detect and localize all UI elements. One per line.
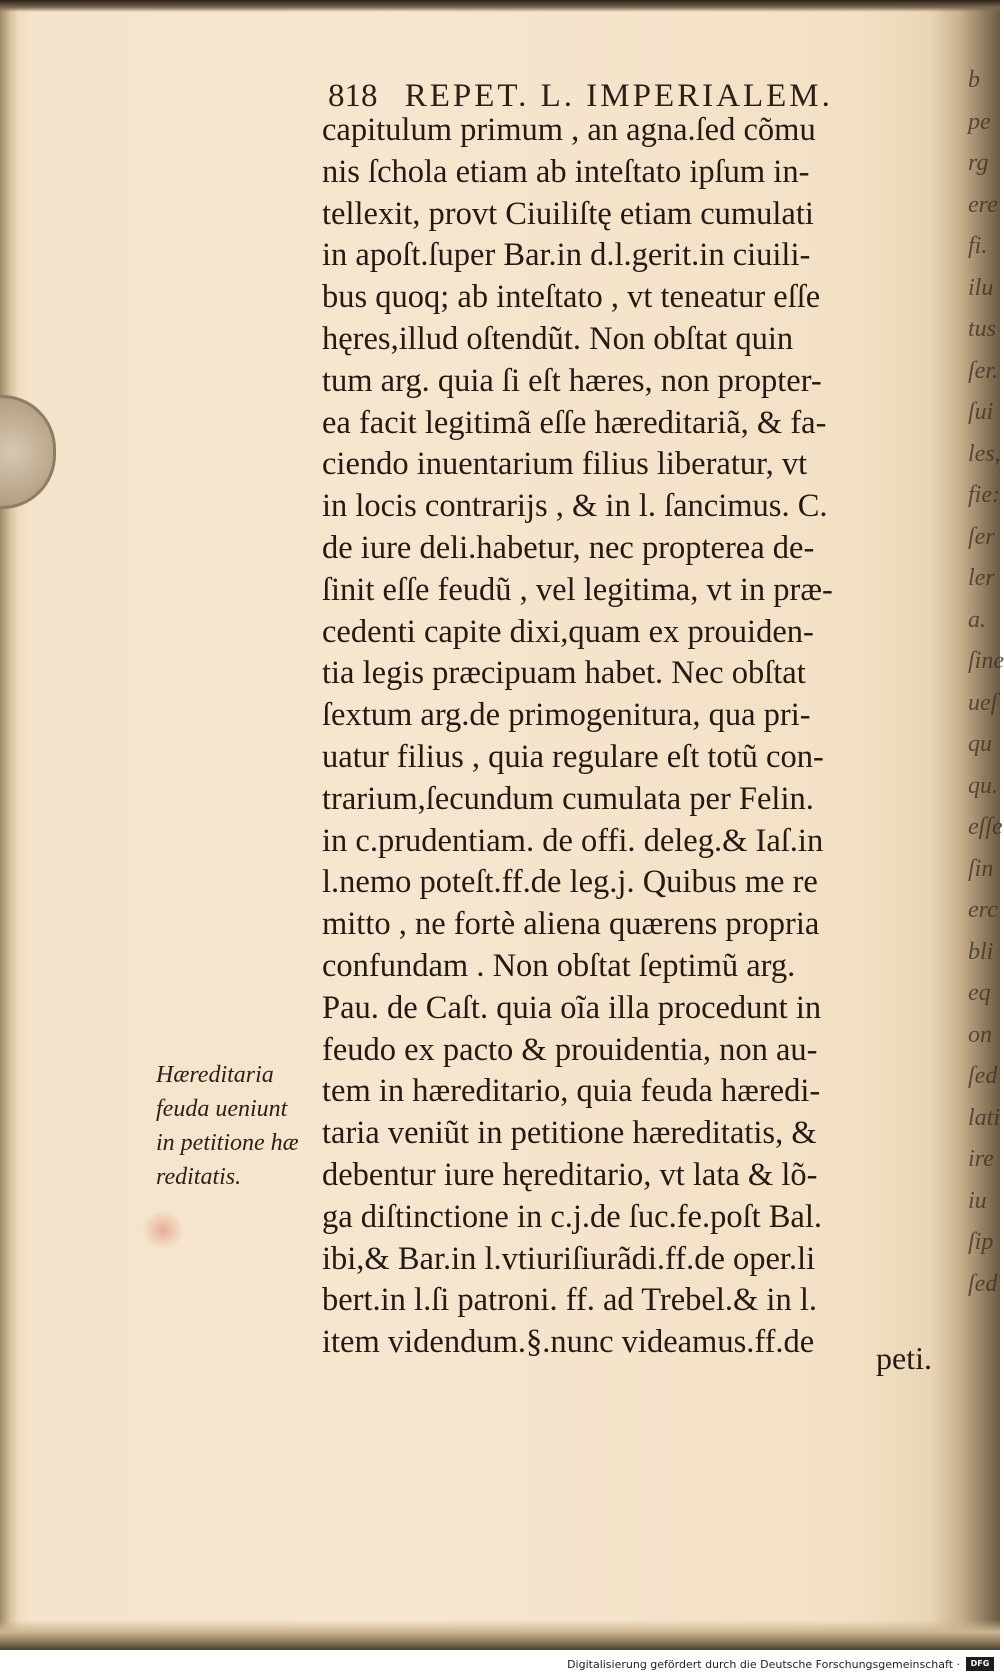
text-line: ga diſtinctione in c.j.de ſuc.fe.poſt Bal. (322, 1198, 823, 1235)
footer-credit: Digitalisierung gefördert durch die Deutsche Forschungsgemeinschaft · (567, 1658, 960, 1671)
bleed-through-fragment: ler (968, 565, 995, 591)
text-line: hęres,illud oſtendũt. Non obſtat quin (322, 320, 794, 357)
text-line: tia legis præcipuam habet. Nec obſtat (322, 655, 806, 692)
text-line: tem in hæreditario, quia feuda hæredi- (322, 1073, 821, 1110)
text-line: confundam . Non obſtat ſeptimũ arg. (322, 947, 796, 984)
marginal-note-line: in petitione hæ (156, 1130, 299, 1156)
bleed-through-fragment: tus (968, 316, 997, 342)
text-line: cedenti capite dixi,quam ex prouiden- (322, 613, 814, 650)
text-line: mitto , ne fortè aliena quærens propria (322, 906, 820, 943)
ink-stain (142, 1210, 184, 1250)
bleed-through-fragment: a. (968, 606, 986, 633)
marginal-note (156, 1058, 326, 1194)
bleed-through-fragment: erc (968, 897, 998, 923)
text-line: de iure deli.habetur, nec propterea de- (322, 529, 815, 566)
bleed-through-fragment: qu (968, 731, 992, 757)
bleed-through-fragment: ere (968, 191, 998, 218)
running-head-title: REPET. L. IMPERIALEM. (404, 78, 833, 114)
text-line: nis ſchola etiam ab inteſtato ipſum in- (322, 153, 810, 190)
bleed-through-fragment: lati (968, 1104, 1001, 1131)
text-line: capitulum primum , an agna.ſed cõmu (322, 112, 816, 148)
text-line: tellexit, provt Ciuiliſtę etiam cumulati (322, 195, 814, 232)
text-line: bus quoq; ab inteſtato , vt teneatur eſſe (322, 279, 821, 316)
bleed-through-fragment: ueſ (968, 689, 998, 716)
text-line: uatur filius , quia regulare eſt totũ con- (322, 738, 824, 775)
bleed-through-fragment: eq (968, 980, 991, 1006)
text-line: bert.in l.ſi patroni. ff. ad Trebel.& in l. (322, 1282, 817, 1319)
text-line: Pau. de Caſt. quia oĩa illa procedunt in (322, 989, 822, 1026)
text-line: feudo ex pacto & prouidentia, non au- (322, 1031, 818, 1068)
text-line: ſinit eſſe feudũ , vel legitima, vt in præ- (322, 571, 833, 608)
text-line: tum arg. quia ſi eſt hæres, non propter- (322, 362, 822, 399)
bleed-through-fragment: fie: (968, 482, 1000, 508)
bleed-through-fragment: ilu (968, 274, 994, 301)
bleed-through-fragment: eſſe (968, 814, 1003, 840)
text-line: ibi,& Bar.in l.vtiuriſiurãdi.ff.de oper.li (322, 1240, 816, 1277)
catchword: peti. (876, 1340, 932, 1376)
footer-bar (0, 1650, 1000, 1679)
bleed-through-fragment: ſer (968, 523, 995, 550)
bleed-through-fragment: les, (968, 440, 1001, 467)
text-line: item videndum.§.nunc videamus.ff.de (322, 1324, 815, 1361)
bleed-through-fragment: ſine (968, 648, 1004, 674)
bleed-through-fragment: qu. (968, 772, 998, 799)
text-line: in apoſt.ſuper Bar.in d.l.gerit.in ciuili- (322, 237, 811, 274)
bleed-through-fragment: ſip (968, 1229, 994, 1255)
bleed-through-fragment: ſed (968, 1063, 998, 1089)
bleed-through-fragment: ire (968, 1146, 994, 1172)
marginal-note-line: feuda ueniunt (156, 1096, 288, 1122)
text-line: in locis contrarijs , & in l. ſancimus. C. (322, 488, 828, 525)
bleed-through-fragment: ſer. (968, 357, 998, 384)
bleed-through-fragment: iu (968, 1187, 987, 1214)
bleed-through-fragment: on (968, 1021, 992, 1048)
text-line: debentur iure hęreditario, vt lata & lõ- (322, 1156, 818, 1193)
bleed-through-fragment: fi. (968, 233, 988, 259)
bleed-through-fragment: ſui (968, 399, 994, 425)
bleed-through-fragment: b (968, 67, 980, 93)
bleed-through-fragment: ſin (968, 855, 994, 882)
bleed-through-fragment: rg (968, 150, 989, 176)
bleed-through-fragment: pe (968, 108, 991, 135)
facing-page-bleed-through (968, 60, 1004, 1340)
marginal-note-line: Hæreditaria (156, 1062, 274, 1088)
text-line: l.nemo poteſt.ff.de leg.j. Quibus me re (322, 864, 818, 901)
text-line: ciendo inuentarium filius liberatur, vt (322, 446, 808, 483)
body-text-block (322, 110, 942, 1364)
text-line: taria veniũt in petitione hæreditatis, & (322, 1115, 817, 1152)
text-line: ea facit legitimã eſſe hæreditariã, & fa- (322, 404, 827, 441)
marginal-note-line: reditatis. (156, 1164, 242, 1190)
text-line: trarium,ſecundum cumulata per Felin. (322, 780, 814, 817)
text-line: in c.prudentiam. de offi. deleg.& Iaſ.in (322, 822, 824, 859)
bleed-through-fragment: ſed (968, 1270, 998, 1297)
page-number: 818 (328, 78, 378, 114)
bleed-through-fragment: bli (968, 938, 994, 965)
text-line: ſextum arg.de primogenitura, qua pri- (322, 697, 811, 734)
dfg-logo: DFG (966, 1657, 994, 1671)
